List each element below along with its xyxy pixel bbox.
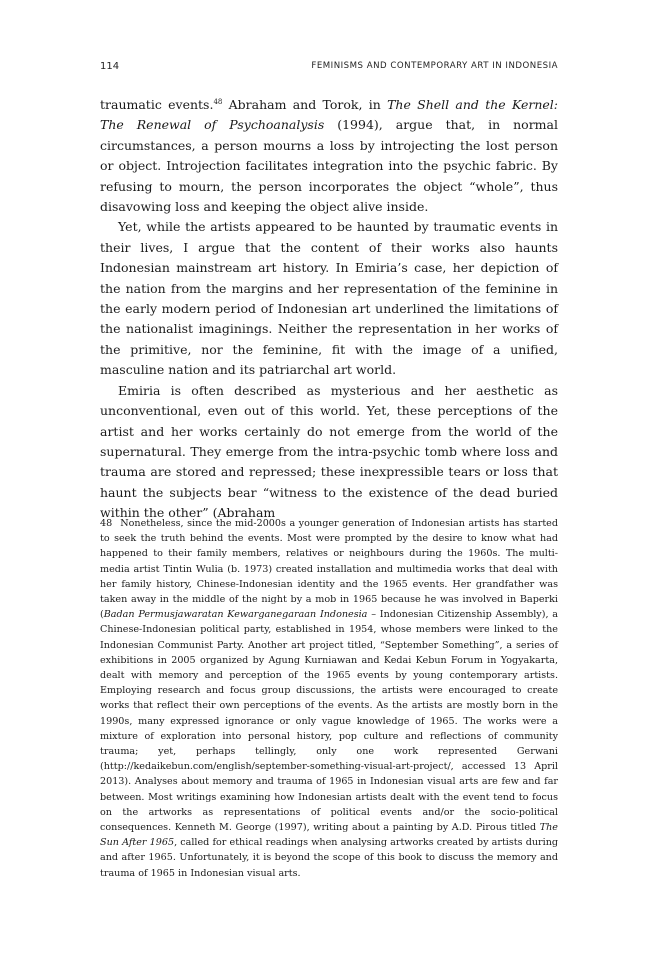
book-title-italic: The Shell and the Kernel: The Renewal of Psychoanalysis xyxy=(100,97,558,133)
paragraph-1 xyxy=(100,95,558,217)
footnote-text-c: , called for ethical readings when analysing artworks created by artists during and after 1965. Unfortunately, it is beyond the scope of this book to discuss the memory and trauma of 1965 in Indonesian visual arts. xyxy=(100,837,559,879)
paragraph-1-text-a: traumatic events. xyxy=(100,97,214,112)
footnote-text-b: – Indonesian Citizenship Assembly), a Chinese-Indonesian political party, established in 1954, whose members were linked to the Indonesian Communist Party. Another art project titled, “September Something”, a series of exhibitions in 2005 organized by Agung Kurniawan and Kedai Kebun Forum in Yogyakarta, dealt with memory and perception of the 1965 events by young contemporary artists. Employing research and focus group discussions, the artists were encouraged to create works that reflect their own perceptions of the events. As the artists are mostly born in the 1990s, many expressed ignorance or only vague knowledge of 1965. The works were a mixture of exploration into personal history, pop culture and reflections of community trauma; yet, perhaps tellingly, only one work represented Gerwani (http://kedaikebun.com/english/september-something-visual-art-project/, accessed 13 April 2013). Analyses about memory and trauma of 1965 in Indonesian visual arts are few and far between. Most writings examining how Indonesian artists dealt with the event tend to focus on the artworks as representations of political events and/or the socio-political consequences. Kenneth M. George (1997), writing about a painting by A.D. Pirous titled xyxy=(100,609,558,834)
page-number: 114 xyxy=(100,61,120,72)
footnotes xyxy=(100,516,558,881)
paragraph-2: Yet, while the artists appeared to be haunted by traumatic events in their lives, I argue that the content of their works also haunts Indonesian mainstream art history. In Emiria’s case, her depiction of the nation from the margins and her representation of the feminine in the early modern period of Indonesian art underlined the limitations of the nationalist imaginings. Neither the representation in her works of the primitive, nor the feminine, fit with the image of a unified, masculine nation and its patriarchal art world. xyxy=(100,219,558,378)
running-title: FEMINISMS AND CONTEMPORARY ART IN INDONESIA xyxy=(311,61,558,71)
main-text xyxy=(100,95,558,524)
paragraph-3: Emiria is often described as mysterious and her aesthetic as unconventional, even out of this world. Yet, these perceptions of the artist and her works certainly do not emerge from the world of the supernatural. They emerge from the intra-psychic tomb where loss and trauma are stored and repressed; these inexpressible tears or loss that haunt the subjects bear “witness to the existence of the dead buried within the other” (Abraham xyxy=(100,382,558,521)
footnote-italic-party-name: Badan Permusjawaratan Kewarganegaraan Indonesia xyxy=(103,609,368,621)
footnote-italic-painting-title: The Sun After 1965 xyxy=(100,822,558,849)
paragraph-1-text-b: Abraham and Torok, in xyxy=(222,97,388,112)
paragraph-1-text-c: (1994), argue that, in normal circumstances, a person mourns a loss by introjecting the lost person or object. Introjection facilitates integration into the psychic fabric. By refusing to mourn, the person incorporates the object “whole”, thus disavowing loss and keeping the object alive inside. xyxy=(100,117,558,215)
running-header xyxy=(100,61,558,77)
footnote-48 xyxy=(100,516,558,881)
footnote-number: 48 xyxy=(100,518,113,529)
footnote-text-a: Nonetheless, since the mid-2000s a younger generation of Indonesian artists has started to seek the truth behind the events. Most were prompted by the desire to know what had happened to their family members, relatives or neighbours during the 1960s. The multi-media artist Tintin Wulia (b. 1973) created installation and multimedia works that deal with her family history, Chinese-Indonesian identity and the 1965 events. Her grandfather was taken away in the middle of the night by a mob in 1965 because he was involved in Baperki ( xyxy=(100,518,558,621)
footnote-reference-48[interactable]: 48 xyxy=(213,97,223,106)
